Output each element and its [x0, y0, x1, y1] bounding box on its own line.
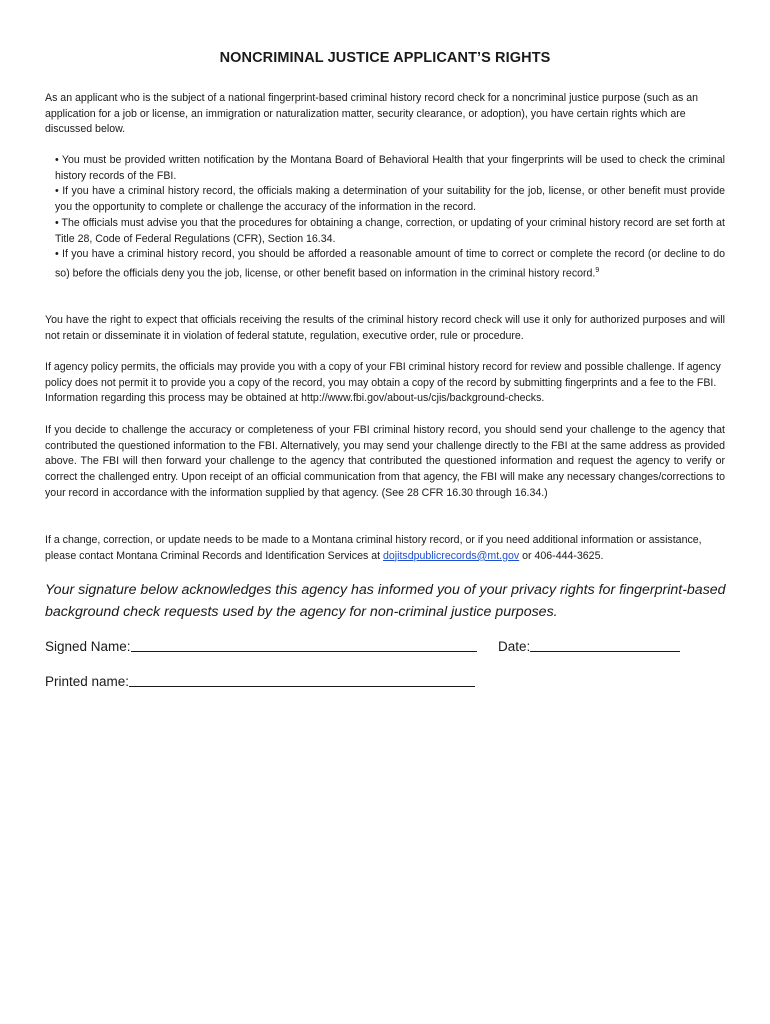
date-field[interactable]: [530, 637, 680, 652]
page-title: NONCRIMINAL JUSTICE APPLICANT’S RIGHTS: [219, 50, 551, 66]
contact-phone-text: or 406-444-3625.: [519, 549, 604, 562]
authorized-use-paragraph: You have the right to expect that officials receiving the results of the criminal history record check will use it only for authorized purposes and will not retain or disseminate it in violation of federal statute, regulation, executive order, rule or procedure.: [45, 314, 725, 342]
signed-name-row: [45, 637, 477, 654]
rights-list: [55, 153, 725, 282]
list-item-text: • If you have a criminal history record, you should be afforded a reasonable amount of time to correct or complete the record (or decline to do so) before the officials deny you the job, license, or other benefit based on information in the criminal history record.: [55, 248, 725, 280]
list-item: • The officials must advise you that the procedures for obtaining a change, correction, or updating of your criminal history record are set forth at Title 28, Code of Federal Regulations (CFR), Section 16.34.: [55, 216, 725, 245]
acknowledgement-text: Your signature below acknowledges this agency has informed you of your privacy rights for fingerprint-based background check requests used by the agency for non-criminal justice purposes.: [45, 582, 726, 620]
contact-paragraph: [45, 533, 725, 564]
email-link[interactable]: dojitsdpublicrecords@mt.gov: [383, 549, 520, 562]
list-item: • If you have a criminal history record, the officials making a determination of your suitability for the job, license, or other benefit must provide you the opportunity to complete or challenge the accuracy of the information in the record.: [55, 185, 725, 214]
list-item: • You must be provided written notification by the Montana Board of Behavioral Health that your fingerprints will be used to check the criminal history records of the FBI.: [55, 154, 725, 182]
printed-name-field[interactable]: [129, 672, 475, 687]
printed-name-row: [45, 672, 475, 689]
signed-name-label: Signed Name:: [45, 639, 131, 654]
intro-paragraph: As an applicant who is the subject of a national fingerprint-based criminal history record check for a noncriminal justice purpose (such as an application for a job or license, an immigration or naturalization matter, security clearance, or adoption), you have certain rights which are discussed below.: [45, 92, 699, 136]
date-label: Date:: [498, 639, 531, 654]
agency-policy-paragraph: If agency policy permits, the officials may provide you with a copy of your FBI criminal history record for review and possible challenge. If agency policy does not permit it to provide you a copy of the record, you may obtain a copy of the record by submitting fingerprints and a fee to the FBI. Information regarding this process may be obtained at http://www.fbi.gov/about-us/cjis/background-checks.: [45, 361, 721, 405]
list-item: [55, 247, 725, 282]
contact-text: If a change, correction, or update needs to be made to a Montana criminal history record, or if you need additional information or assistance, please contact Montana Criminal Records and Identification Services at: [45, 534, 702, 562]
date-row: [498, 637, 680, 654]
signed-name-field[interactable]: [131, 637, 477, 652]
printed-name-label: Printed name:: [45, 674, 130, 689]
footnote-mark: 9: [595, 266, 600, 274]
challenge-paragraph: If you decide to challenge the accuracy or completeness of your FBI criminal history record, you should send your challenge to the agency that contributed the questioned information to the FBI. Alternatively, you may send your challenge directly to the FBI at the same address as provided above. The FBI will then forward your challenge to the agency that contributed the questioned information and request the agency to verify or correct the challenged entry. Upon receipt of an official communication from that agency, the FBI will make any necessary changes/corrections to your record in accordance with the information supplied by that agency. (See 28 CFR 16.30 through 16.34.): [45, 424, 725, 499]
